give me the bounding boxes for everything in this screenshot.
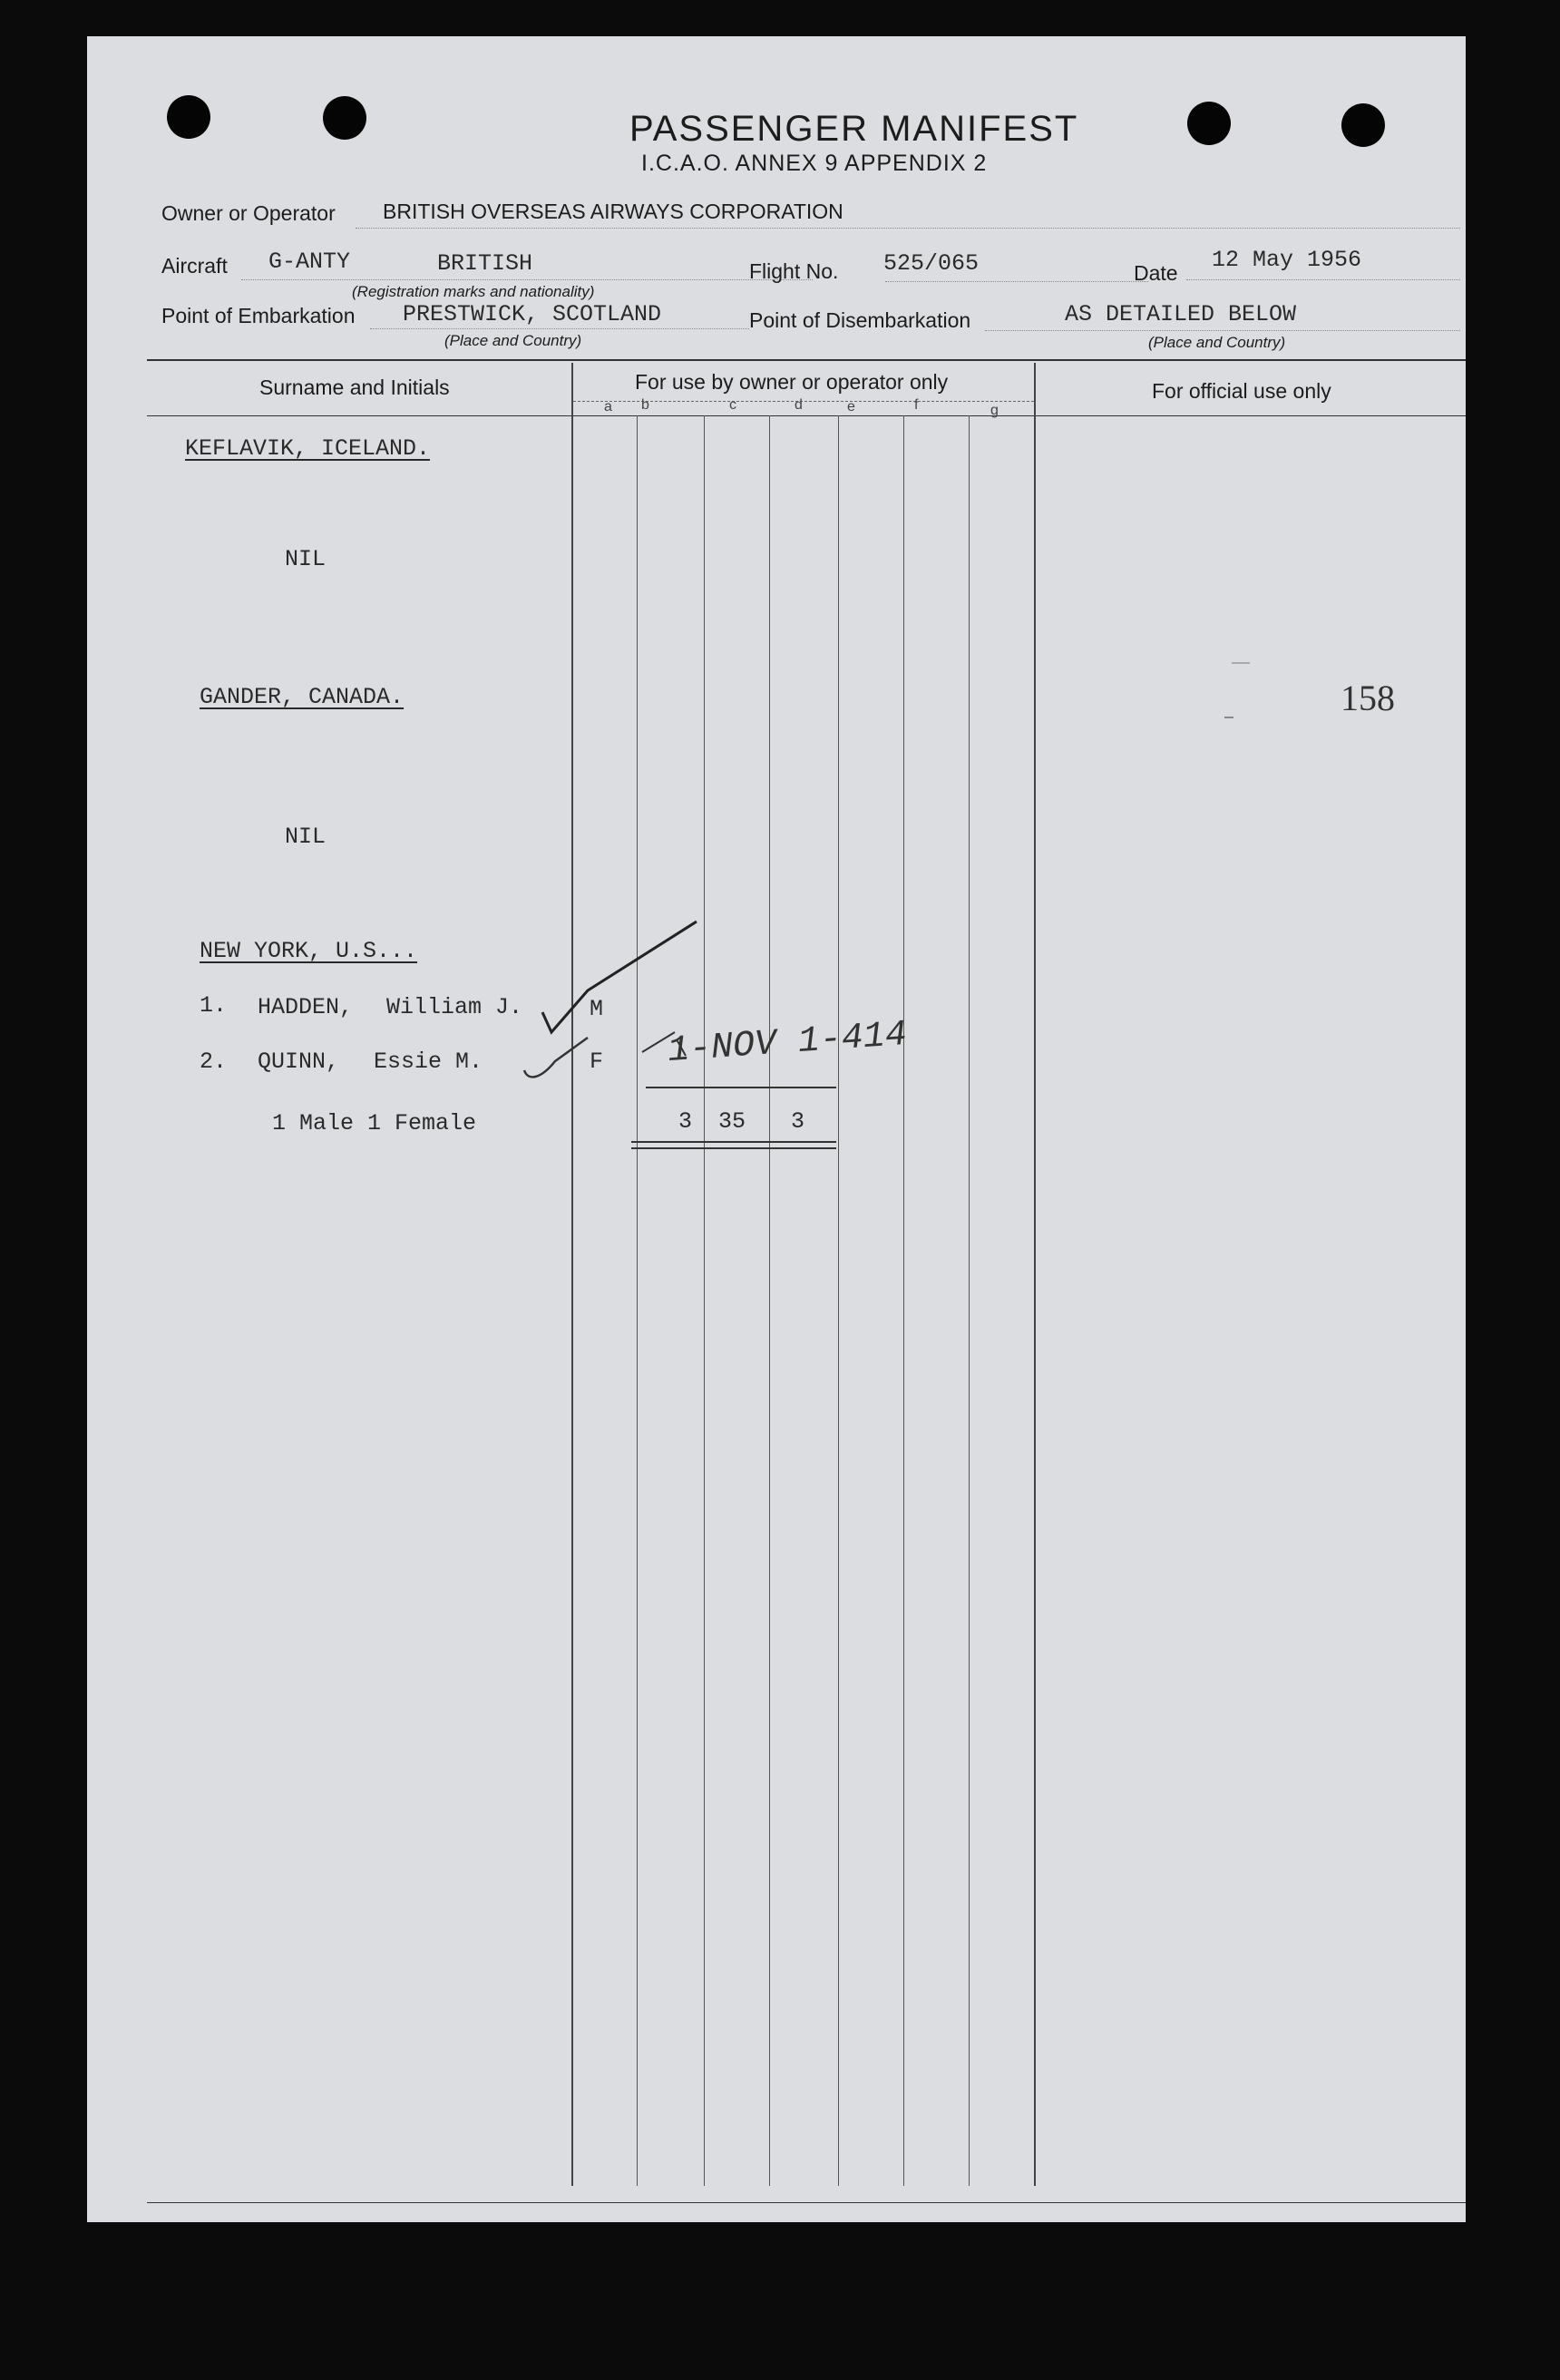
manifest-page bbox=[87, 36, 1466, 2222]
nil-keflavik: NIL bbox=[285, 546, 327, 572]
aircraft-registration: G-ANTY bbox=[268, 249, 351, 275]
passenger-number: 1. bbox=[200, 992, 228, 1019]
check-marks bbox=[87, 36, 1466, 2222]
dust-speck bbox=[1224, 717, 1233, 718]
check-mark-icon bbox=[542, 922, 697, 1032]
check-mark-icon bbox=[524, 1038, 588, 1077]
embarkation-note: (Place and Country) bbox=[444, 332, 582, 349]
col-letter-c: c bbox=[729, 397, 736, 413]
section-keflavik: KEFLAVIK, ICELAND. bbox=[185, 435, 431, 462]
flight-number: 525/065 bbox=[883, 250, 980, 277]
section-gander: GANDER, CANADA. bbox=[200, 684, 405, 710]
embarkation-label: Point of Embarkation bbox=[161, 304, 356, 327]
passenger-surname: QUINN, bbox=[258, 1049, 340, 1075]
col-letter-f: f bbox=[914, 397, 919, 413]
passenger-number: 2. bbox=[200, 1049, 228, 1075]
date-label: Date bbox=[1134, 261, 1178, 285]
aircraft-note: (Registration marks and nationality) bbox=[352, 283, 595, 300]
total-c: 35 bbox=[718, 1108, 746, 1135]
date-value: 12 May 1956 bbox=[1212, 247, 1362, 273]
passenger-surname: HADDEN, bbox=[258, 994, 354, 1020]
col-letter-g: g bbox=[990, 403, 999, 418]
col-letter-a: a bbox=[604, 399, 612, 415]
handwritten-annotation: 1-NOV 1-414 bbox=[666, 1014, 909, 1073]
section-new-york: NEW YORK, U.S... bbox=[200, 938, 418, 964]
col-letter-d: d bbox=[795, 397, 803, 413]
passenger-given-name: Essie M. bbox=[374, 1049, 483, 1075]
passenger-given-name: William J. bbox=[386, 994, 523, 1020]
page-subtitle: I.C.A.O. ANNEX 9 APPENDIX 2 bbox=[641, 151, 988, 176]
passenger-sex: F bbox=[590, 1049, 604, 1075]
nil-gander: NIL bbox=[285, 824, 327, 850]
col-owner-use-header: For use by owner or operator only bbox=[635, 370, 949, 394]
passenger-summary: 1 Male 1 Female bbox=[272, 1110, 477, 1136]
disembarkation-label: Point of Disembarkation bbox=[749, 308, 971, 332]
handwriting-stroke bbox=[642, 1032, 686, 1056]
embarkation-value: PRESTWICK, SCOTLAND bbox=[403, 301, 662, 327]
dust-speck bbox=[1232, 662, 1250, 664]
aircraft-label: Aircraft bbox=[161, 254, 228, 278]
aircraft-nationality: BRITISH bbox=[437, 250, 533, 277]
col-official-header: For official use only bbox=[1152, 379, 1331, 403]
page-title: PASSENGER MANIFEST bbox=[629, 109, 1079, 149]
owner-value: BRITISH OVERSEAS AIRWAYS CORPORATION bbox=[383, 200, 843, 223]
flight-label: Flight No. bbox=[749, 259, 839, 283]
disembarkation-value: AS DETAILED BELOW bbox=[1065, 301, 1297, 327]
official-number: 158 bbox=[1341, 678, 1395, 718]
disembarkation-note: (Place and Country) bbox=[1148, 334, 1286, 351]
total-d: 3 bbox=[791, 1108, 805, 1135]
col-letter-b: b bbox=[641, 397, 649, 413]
total-b: 3 bbox=[678, 1108, 693, 1135]
owner-label: Owner or Operator bbox=[161, 201, 336, 225]
passenger-sex: M bbox=[590, 996, 604, 1022]
col-letter-e: e bbox=[847, 399, 855, 415]
col-surname-header: Surname and Initials bbox=[259, 376, 450, 399]
